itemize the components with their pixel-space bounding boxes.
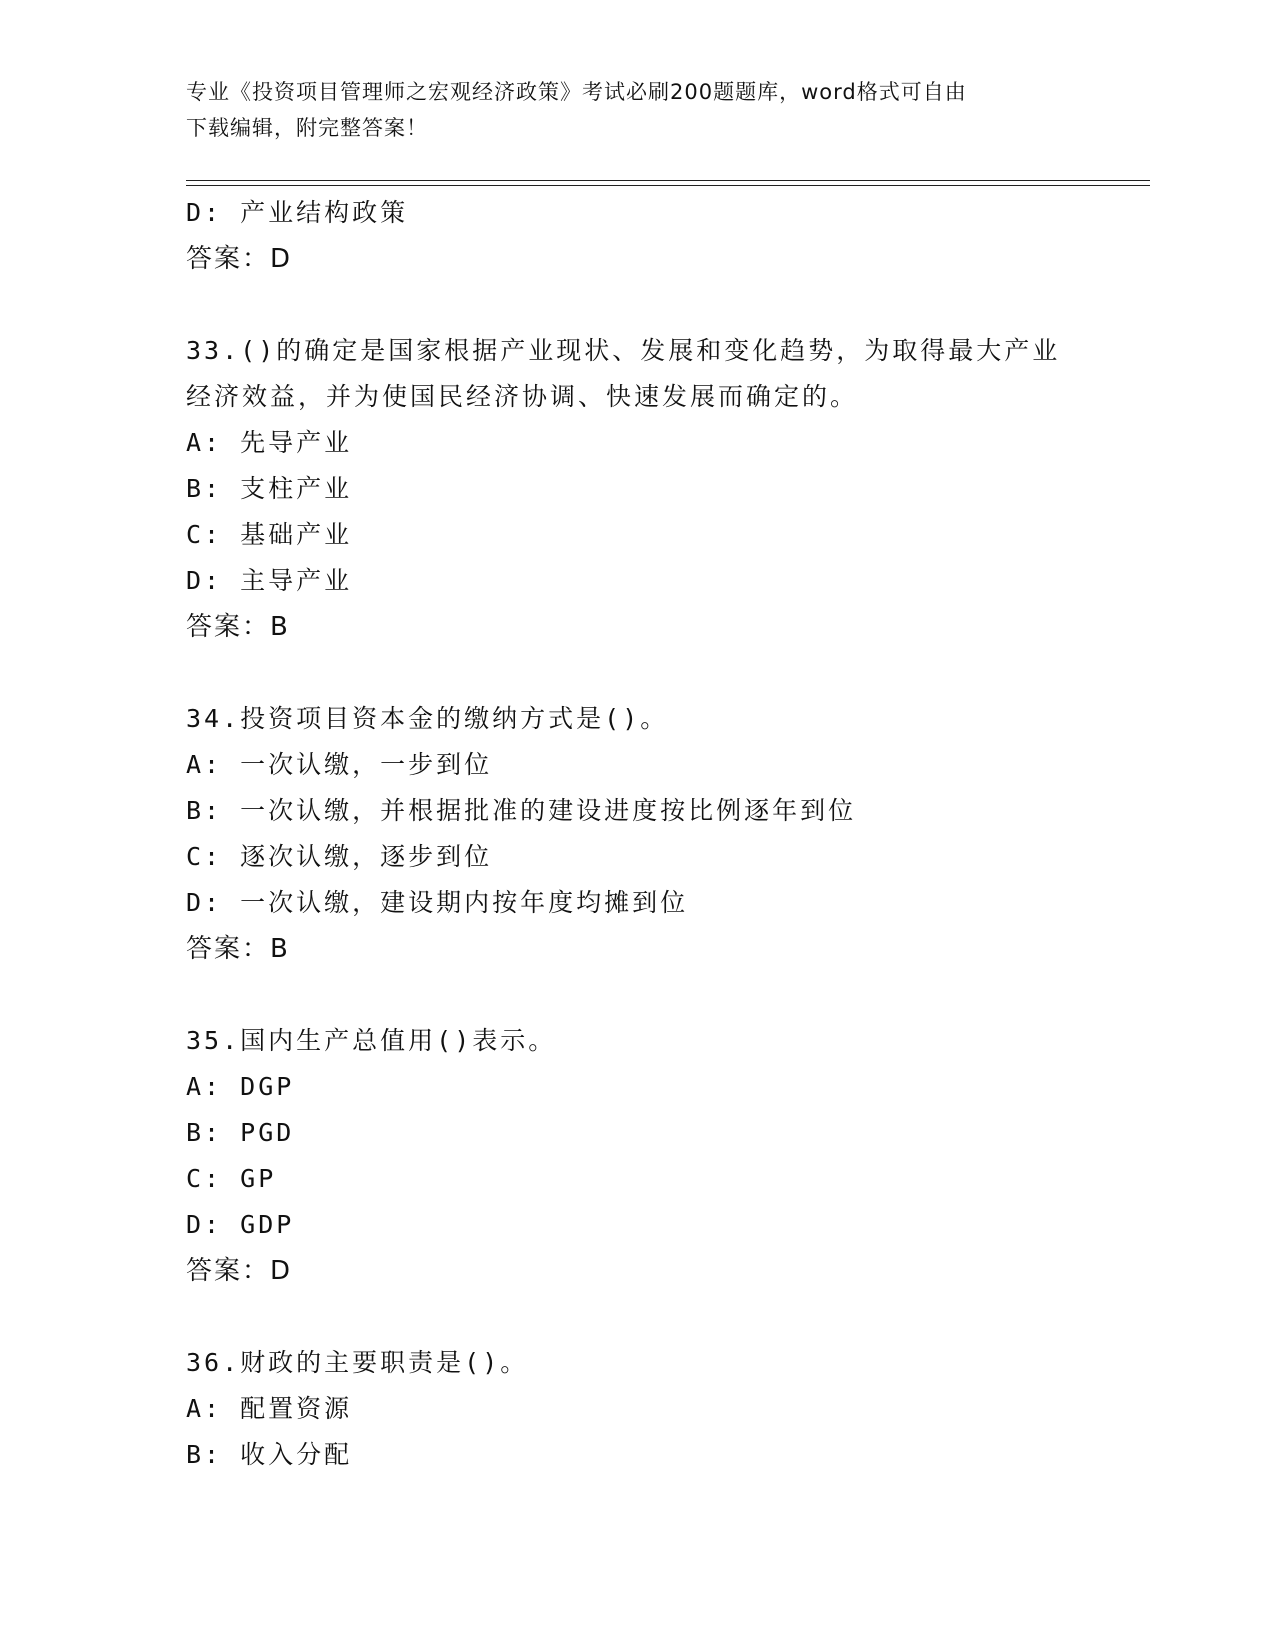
document-header bbox=[186, 74, 1086, 146]
header-divider-bottom bbox=[186, 185, 1150, 186]
question-34 bbox=[186, 696, 1126, 972]
option-a: A: 一次认缴，一步到位 bbox=[186, 750, 493, 779]
option-d: D: GDP bbox=[186, 1210, 295, 1239]
header-line-2: 下载编辑，附完整答案！ bbox=[186, 116, 428, 140]
answer: 答案：B bbox=[186, 934, 290, 964]
option-b: B: 支柱产业 bbox=[186, 474, 353, 503]
question-stem-line-1: 33.()的确定是国家根据产业现状、发展和变化趋势，为取得最大产业 bbox=[186, 336, 1061, 365]
option-c: C: 逐次认缴，逐步到位 bbox=[186, 842, 493, 871]
option-d: D: 主导产业 bbox=[186, 566, 353, 595]
spacer bbox=[186, 282, 1126, 328]
answer: 答案：D bbox=[186, 244, 293, 274]
option-b: B: 一次认缴，并根据批准的建设进度按比例逐年到位 bbox=[186, 796, 857, 825]
option-c: C: 基础产业 bbox=[186, 520, 353, 549]
option-c: C: GP bbox=[186, 1164, 277, 1193]
header-divider-top bbox=[186, 180, 1150, 181]
option-a: A: DGP bbox=[186, 1072, 295, 1101]
question-list bbox=[186, 190, 1126, 1478]
question-32 bbox=[186, 190, 1126, 282]
question-36 bbox=[186, 1340, 1126, 1478]
question-stem: 35.国内生产总值用()表示。 bbox=[186, 1026, 557, 1055]
spacer bbox=[186, 1294, 1126, 1340]
question-stem: 36.财政的主要职责是()。 bbox=[186, 1348, 529, 1377]
answer: 答案：D bbox=[186, 1256, 293, 1286]
option-a: A: 配置资源 bbox=[186, 1394, 353, 1423]
question-stem: 34.投资项目资本金的缴纳方式是()。 bbox=[186, 704, 669, 733]
header-line-1: 专业《投资项目管理师之宏观经济政策》考试必刷200题题库，word格式可自由 bbox=[186, 80, 967, 104]
option-b: B: PGD bbox=[186, 1118, 295, 1147]
spacer bbox=[186, 972, 1126, 1018]
option-a: A: 先导产业 bbox=[186, 428, 353, 457]
question-35 bbox=[186, 1018, 1126, 1294]
question-33 bbox=[186, 328, 1126, 650]
option-b: B: 收入分配 bbox=[186, 1440, 353, 1469]
answer: 答案：B bbox=[186, 612, 290, 642]
question-stem-line-2: 经济效益，并为使国民经济协调、快速发展而确定的。 bbox=[186, 382, 859, 411]
option-d: D: 产业结构政策 bbox=[186, 198, 409, 227]
option-d: D: 一次认缴，建设期内按年度均摊到位 bbox=[186, 888, 689, 917]
spacer bbox=[186, 650, 1126, 696]
